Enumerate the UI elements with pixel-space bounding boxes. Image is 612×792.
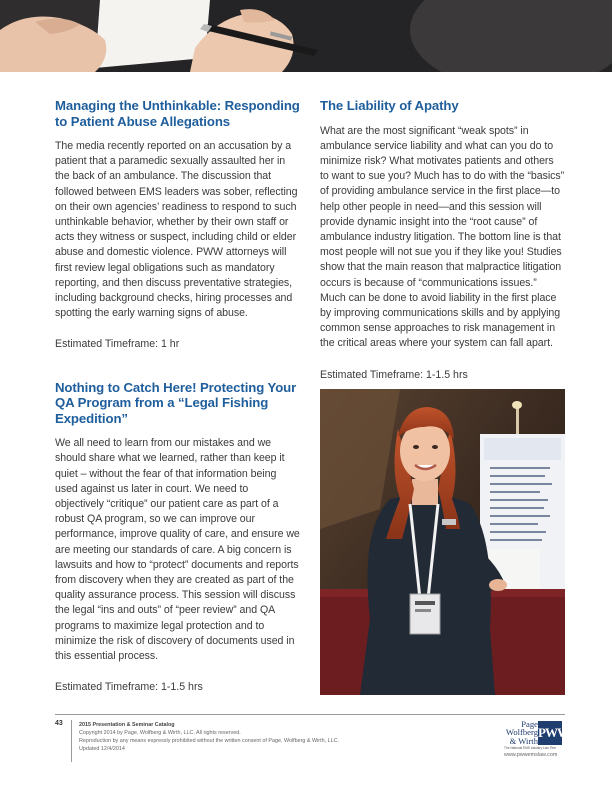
section-title-qa-program: Nothing to Catch Here! Protecting Your QA Program from a “Legal Fishing Expedition” bbox=[55, 379, 297, 426]
updated-date: Updated 12/4/2014 bbox=[79, 746, 125, 752]
presenter-photo bbox=[320, 389, 565, 695]
right-column bbox=[320, 98, 565, 383]
reproduction-notice: Reproduction by any means expressly prohibited without the written consent of Page, Wolfberg & Wirth, LLC. bbox=[79, 738, 339, 744]
timeframe-patient-abuse: Estimated Timeframe: 1 hr bbox=[55, 338, 180, 351]
timeframe-liability-apathy: Estimated Timeframe: 1-1.5 hrs bbox=[320, 368, 468, 381]
presenter-at-booth-image bbox=[320, 389, 565, 695]
section-body-qa-program: We all need to learn from our mistakes and we should share what we learned, rather than keep it quiet – without the fear of that information being used against us later in court. We need to objectively “critique” our patient care as part of a robust QA program, so we can improve our performance, improve quality of care, and ensure we are meeting our standards of care. A big concern is lawsuits and how to “protect” documents and reports from discovery when they are created as part of the quality assurance process. This session will discuss the legal “ins and outs” of “peer review” and QA programs to maximize legal protection and to minimize the risk of discovery of documents used in this essential process. bbox=[55, 437, 300, 662]
logo-wordmark: Page Wolfberg & Wirth bbox=[505, 719, 538, 746]
logo-tagline: The National EMS Industry Law Firm bbox=[504, 746, 557, 750]
firm-logo bbox=[498, 720, 568, 766]
hands-with-pen-illustration bbox=[0, 0, 612, 72]
section-title-liability-apathy: The Liability of Apathy bbox=[320, 98, 459, 113]
page-number: 43 bbox=[55, 720, 72, 762]
left-column bbox=[55, 98, 300, 695]
footer-info bbox=[79, 721, 409, 753]
section-title-patient-abuse: Managing the Unthinkable: Responding to Patient Abuse Allegations bbox=[55, 98, 300, 129]
timeframe-qa-program: Estimated Timeframe: 1-1.5 hrs bbox=[55, 681, 203, 694]
website-url[interactable]: www.pwwemslaw.com bbox=[504, 752, 558, 758]
catalog-title: 2015 Presentation & Seminar Catalog bbox=[79, 722, 175, 728]
header-photo-banner bbox=[0, 0, 612, 72]
footer-divider bbox=[55, 714, 565, 715]
section-body-patient-abuse: The media recently reported on an accusation by a patient that a paramedic sexually assaulted her in the back of an ambulance. The discussion that followed between EMS leaders was sober, reflecting on their own agencies’ readiness to respond to such unthinkable behavior, whether by their own staff or acts they witness or suspect, including child or elder abuse and domestic violence. PWW attorneys will first review legal obligations such as mandatory reporting, and then discuss preventative strategies, including background checks, hiring processes and spotting the early warning signs of abuse. bbox=[55, 140, 298, 320]
section-body-liability-apathy: What are the most significant “weak spots” in ambulance service liability and what can you do to minimize risk? What motivates patients and others to want to sue you? Much has to do with the “basics” of providing ambulance service in the first place—to help other people in need—and this session will provide dynamic insight into the “root cause” of ambulance industry litigation. The bottom line is that most people will not sue you if they like you! Studies show that the main reason that malpractice litigation occurs is because of “communications issues.” Much can be done to avoid liability in the first place by improving communications skills and by applying common sense approaches to risk management in the critical areas where your system can fall apart. bbox=[320, 124, 565, 350]
section-qa-program bbox=[55, 380, 300, 696]
logo-mark-icon: PWW bbox=[538, 721, 562, 745]
copyright-line: Copyright 2014 by Page, Wolfberg & Wirth, LLC. All rights reserved. bbox=[79, 730, 241, 736]
